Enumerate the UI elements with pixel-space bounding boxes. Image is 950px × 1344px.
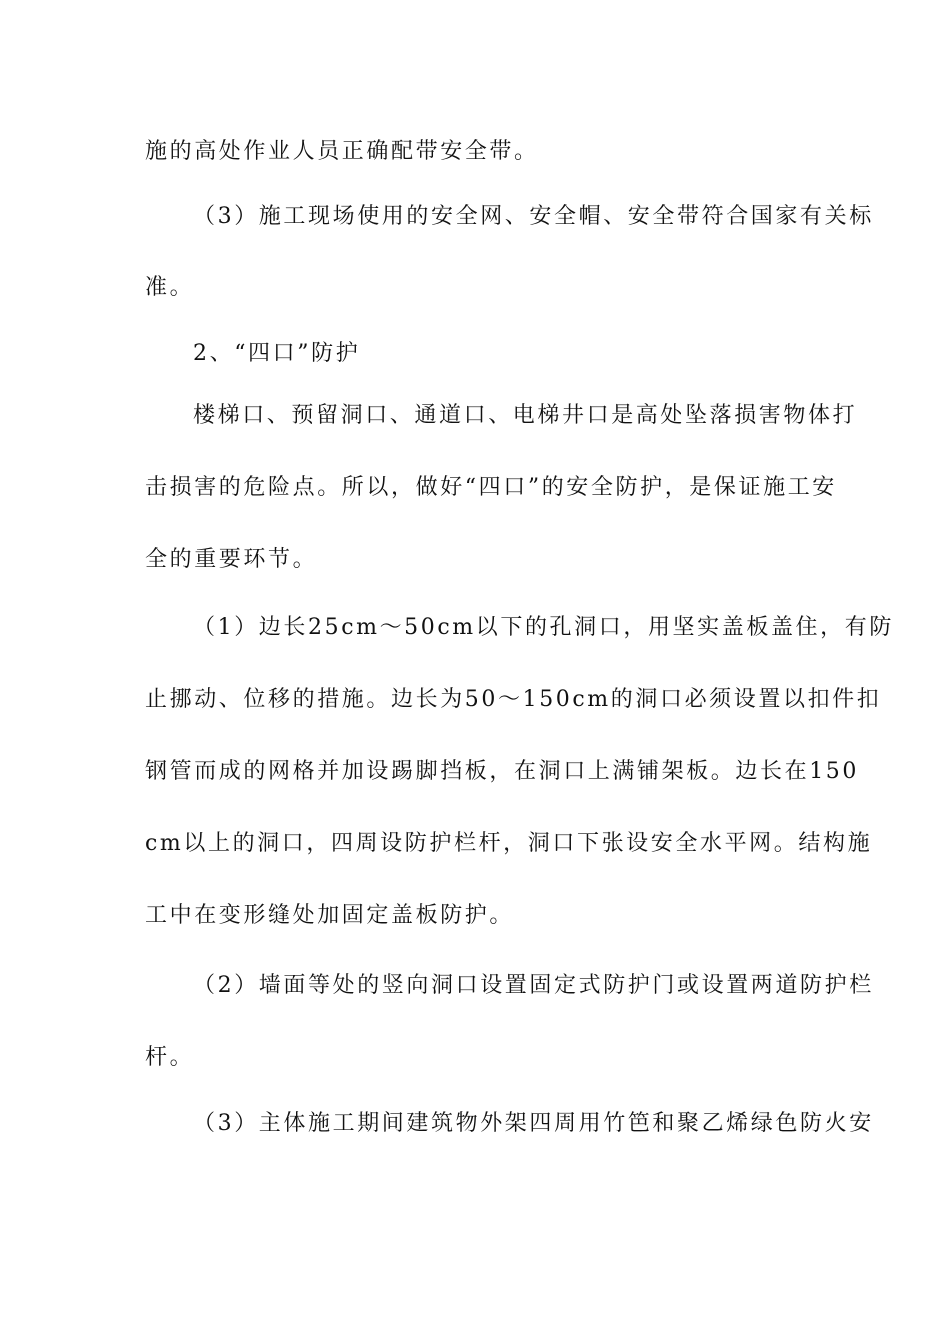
text-line: 施的高处作业人员正确配带安全带。: [145, 139, 539, 164]
text-line: （3）施工现场使用的安全网、安全帽、安全带符合国家有关标: [193, 204, 874, 229]
text-line: 杆。: [145, 1045, 195, 1070]
text-line: 击损害的危险点。所以，做好“四口”的安全防护，是保证施工安: [145, 475, 837, 500]
text-line: 准。: [145, 275, 195, 300]
text-line: 全的重要环节。: [145, 547, 318, 572]
text-line: 止挪动、位移的措施。边长为50～150cm的洞口必须设置以扣件扣: [145, 687, 882, 712]
text-line: （1）边长25cm～50cm以下的孔洞口，用坚实盖板盖住，有防: [193, 615, 894, 640]
text-line: cm以上的洞口，四周设防护栏杆，洞口下张设安全水平网。结构施: [145, 831, 873, 856]
text-line: （2）墙面等处的竖向洞口设置固定式防护门或设置两道防护栏: [193, 973, 874, 998]
text-line: 钢管而成的网格并加设踢脚挡板，在洞口上满铺架板。边长在150: [145, 759, 859, 784]
text-line: 工中在变形缝处加固定盖板防护。: [145, 903, 515, 928]
text-line: （3）主体施工期间建筑物外架四周用竹笆和聚乙烯绿色防火安: [193, 1111, 874, 1136]
text-line: 楼梯口、预留洞口、通道口、电梯井口是高处坠落损害物体打: [193, 403, 858, 428]
section-heading: 2、“四口”防护: [193, 341, 361, 366]
